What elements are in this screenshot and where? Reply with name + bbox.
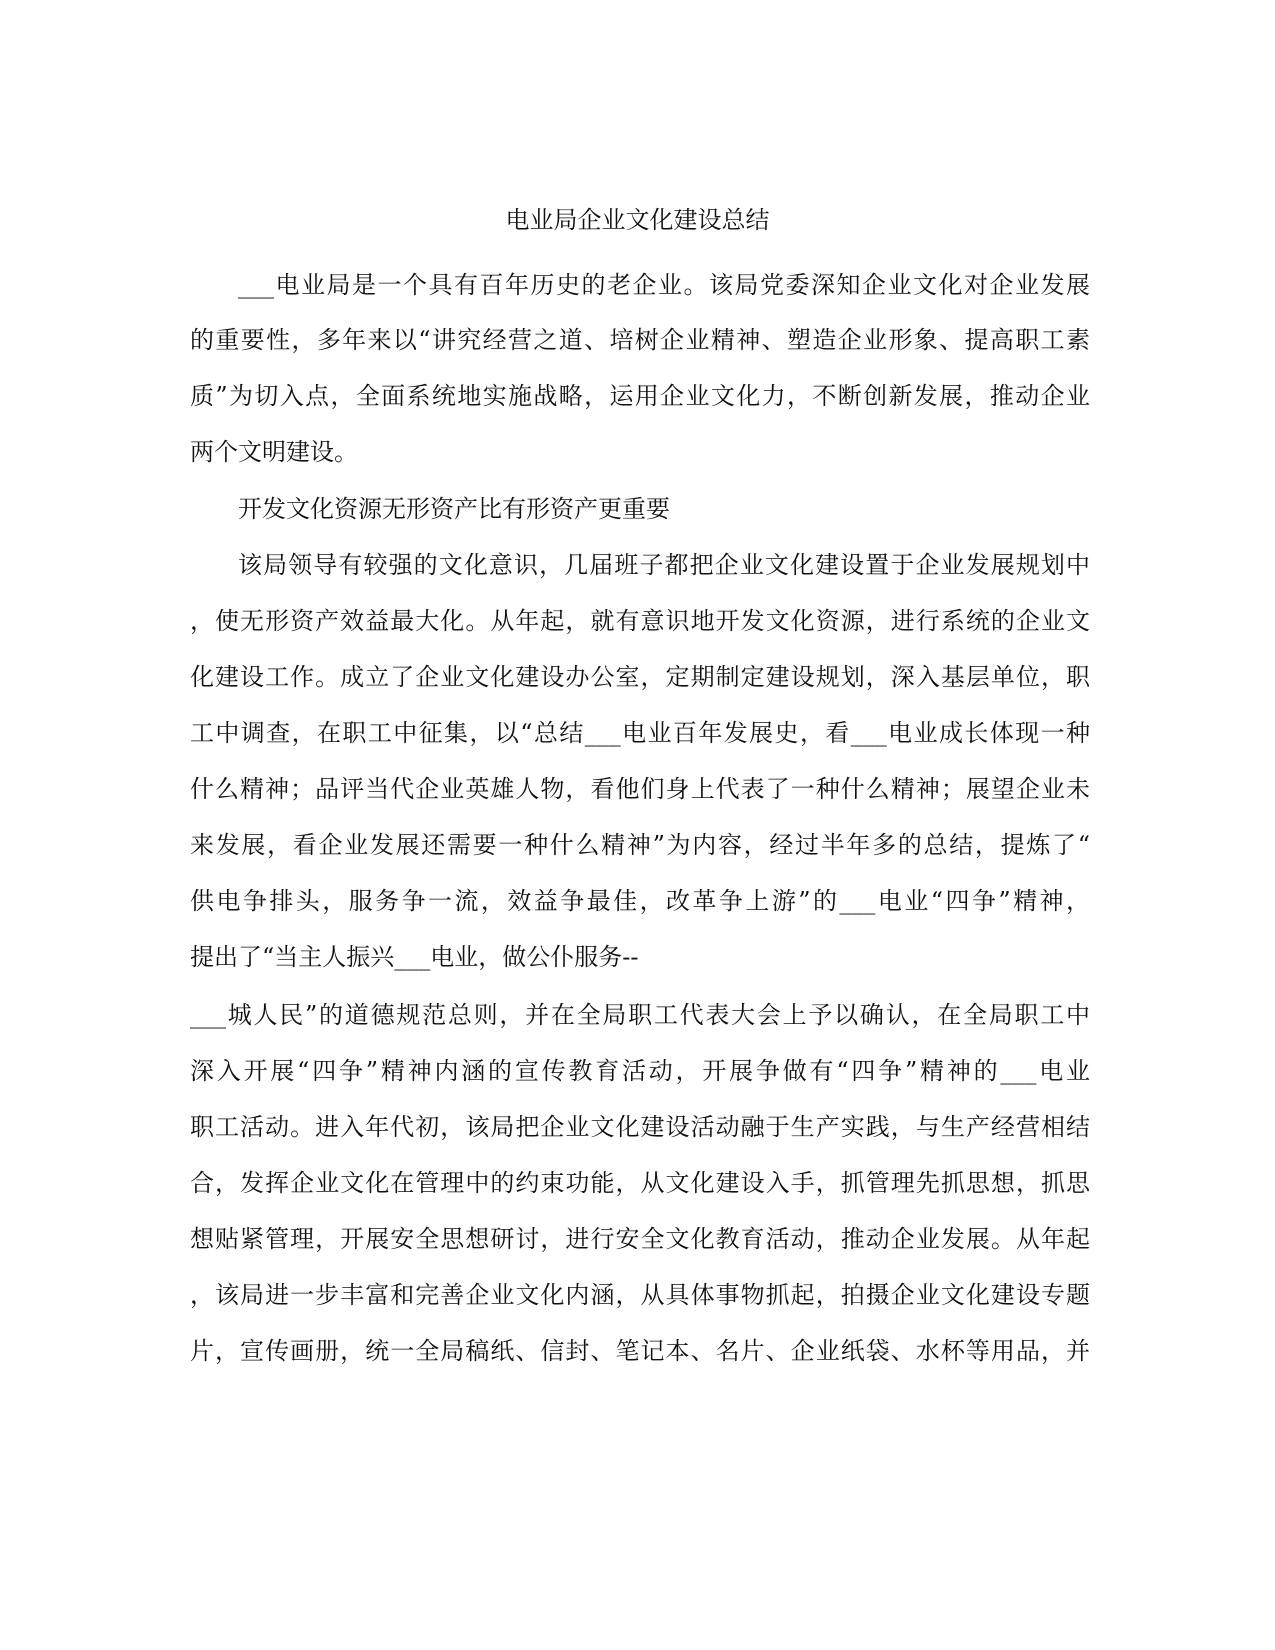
paragraph-line: 来发展，看企业发展还需要一种什么精神”为内容，经过半年多的总结，提炼了“ <box>190 831 1090 859</box>
paragraph-line: ，该局进一步丰富和完善企业文化内涵，从具体事物抓起，拍摄企业文化建设专题 <box>190 1281 1090 1309</box>
paragraph-line: 供电争排头，服务争一流，效益争最佳，改革争上游”的___电业“四争”精神， <box>190 887 1090 915</box>
section-heading: 开发文化资源无形资产比有形资产更重要 <box>238 495 670 523</box>
paragraph-line: 片，宣传画册，统一全局稿纸、信封、笔记本、名片、企业纸袋、水杯等用品，并 <box>190 1337 1090 1365</box>
paragraph-line: 该局领导有较强的文化意识，几届班子都把企业文化建设置于企业发展规划中 <box>238 551 1090 579</box>
paragraph-line: ，使无形资产效益最大化。从年起，就有意识地开发文化资源，进行系统的企业文 <box>190 607 1090 635</box>
paragraph-line: 深入开展“四争”精神内涵的宣传教育活动，开展争做有“四争”精神的___电业 <box>190 1057 1090 1085</box>
paragraph-line: ___城人民”的道德规范总则，并在全局职工代表大会上予以确认，在全局职工中 <box>190 1001 1090 1029</box>
paragraph-line: 工中调查，在职工中征集，以“总结___电业百年发展史，看___电业成长体现一种 <box>190 719 1090 747</box>
paragraph-line: 两个文明建设。 <box>190 438 358 466</box>
paragraph-line: 合，发挥企业文化在管理中的约束功能，从文化建设入手，抓管理先抓思想，抓思 <box>190 1169 1090 1197</box>
paragraph-line: 职工活动。进入年代初，该局把企业文化建设活动融于生产实践，与生产经营相结 <box>190 1113 1090 1141</box>
paragraph-line: 想贴紧管理，开展安全思想研讨，进行安全文化教育活动，推动企业发展。从年起 <box>190 1225 1090 1253</box>
paragraph-line: 什么精神；品评当代企业英雄人物，看他们身上代表了一种什么精神；展望企业未 <box>190 775 1090 803</box>
paragraph-line: 化建设工作。成立了企业文化建设办公室，定期制定建设规划，深入基层单位，职 <box>190 663 1090 691</box>
paragraph-line: ___电业局是一个具有百年历史的老企业。该局党委深知企业文化对企业发展 <box>238 271 1090 299</box>
paragraph-line: 提出了“当主人振兴___电业，做公仆服务-- <box>190 943 639 971</box>
paragraph-line: 质”为切入点，全面系统地实施战略，运用企业文化力，不断创新发展，推动企业 <box>190 382 1090 410</box>
document-title: 电业局企业文化建设总结 <box>505 206 770 234</box>
paragraph-line: 的重要性，多年来以“讲究经营之道、培树企业精神、塑造企业形象、提高职工素 <box>190 326 1090 354</box>
